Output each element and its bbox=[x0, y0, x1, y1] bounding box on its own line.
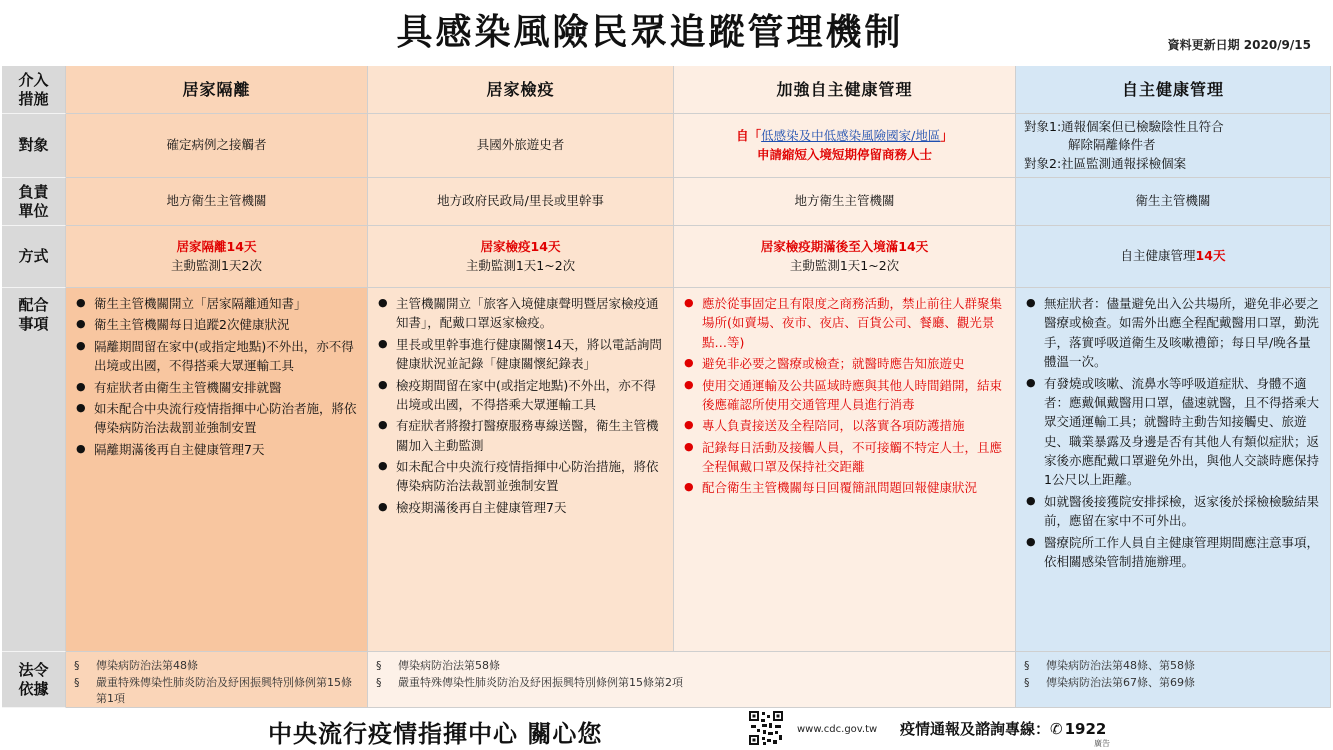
header-self-health-management: 自主健康管理 bbox=[1016, 66, 1331, 114]
update-date: 資料更新日期 2020/9/15 bbox=[1167, 38, 1311, 52]
footer-slogan: 中央流行疫情指揮中心 關心您 bbox=[268, 720, 603, 748]
list-item: ● 衛生主管機關每日追蹤2次健康狀況 bbox=[74, 315, 359, 334]
page-title: 具感染風險民眾追蹤管理機制 bbox=[396, 12, 904, 53]
list-item: ● 如未配合中央流行疫情指揮中心防治者施，將依傳染病防治法裁罰並強制安置 bbox=[74, 399, 359, 438]
list-item: ● 專人負責接送及全程陪同，以落實各項防護措施 bbox=[682, 416, 1007, 435]
list-item: ● 配合衛生主管機關每日回覆簡訊問題回報健康狀況 bbox=[682, 478, 1007, 497]
label-intervention bbox=[2, 66, 66, 114]
list-item: ● 檢疫期間留在家中(或指定地點)不外出，亦不得出境或出國，不得搭乘大眾運輸工具 bbox=[376, 376, 665, 415]
list-item: ● 醫療院所工作人員自主健康管理期間應注意事項，依相關感染管制措施辦理。 bbox=[1024, 533, 1322, 572]
footer-url[interactable]: www.cdc.gov.tw bbox=[797, 724, 878, 735]
law-self-health-list bbox=[1024, 658, 1195, 691]
label-legal-text: 法令 依據 bbox=[18, 660, 49, 698]
label-responsible-text: 負責 單位 bbox=[18, 182, 49, 220]
list-item: ● 應於從事固定且有限度之商務活動，禁止前往人群聚集場所(如賣場、夜市、夜店、百貨公司、餐廳、觀光景點…等) bbox=[682, 294, 1007, 352]
method-home-isolation bbox=[66, 226, 368, 288]
list-item: ● 避免非必要之醫療或檢查；就醫時應告知旅遊史 bbox=[682, 354, 1007, 373]
method-home-quarantine bbox=[368, 226, 674, 288]
target-enhanced-line2: 申請縮短入境短期停留商務人士 bbox=[756, 146, 932, 162]
items-home-quarantine-list bbox=[376, 294, 665, 519]
method-enhanced bbox=[674, 226, 1016, 288]
law-home-isolation-list bbox=[74, 658, 359, 708]
responsible-home-isolation: 地方衛生主管機關 bbox=[66, 178, 368, 226]
method-self-health-highlight: 14天 bbox=[1195, 248, 1226, 264]
law-home-isolation bbox=[66, 652, 368, 708]
law-item: § 傳染病防治法第58條 bbox=[376, 658, 683, 675]
list-item: ● 有發燒或咳嗽、流鼻水等呼吸道症狀、身體不適者：應戴佩戴醫用口罩，儘速就醫，且不得搭乘大眾交通運輸工具；就醫時主動告知接觸史、旅遊史、職業暴露及身邊是否有其他人有類似症狀；返家後亦應配戴口罩避免外出，與他人交談時應保持1公尺以上距離。 bbox=[1024, 374, 1322, 490]
list-item: ● 隔離期滿後再自主健康管理7天 bbox=[74, 440, 359, 459]
list-item: ● 有症狀者將撥打醫療服務專線送醫，衛生主管機關加入主動監測 bbox=[376, 416, 665, 455]
method-self-health bbox=[1016, 226, 1331, 288]
law-item: § 傳染病防治法第48條 bbox=[74, 658, 359, 675]
header-enhanced-self-management: 加強自主健康管理 bbox=[674, 66, 1016, 114]
target-enhanced-suffix: 」 bbox=[940, 128, 953, 144]
label-cooperation-text: 配合 事項 bbox=[18, 296, 49, 333]
footer-ad-tag: 廣告 bbox=[1094, 739, 1110, 748]
list-item: ● 無症狀者：儘量避免出入公共場所，避免非必要之醫療或檢查。如需外出應全程配戴醫用口罩，勤洗手，落實呼吸道衛生及咳嗽禮節；每日早/晚各量體溫一次。 bbox=[1024, 294, 1322, 372]
target-enhanced-line1 bbox=[736, 127, 953, 145]
label-method-text: 方式 bbox=[18, 247, 49, 266]
law-self-health bbox=[1016, 652, 1331, 708]
hotline-label: 疫情通報及諮詢專線： bbox=[900, 720, 1051, 738]
law-home-quarantine-list bbox=[376, 658, 683, 691]
responsible-enhanced: 地方衛生主管機關 bbox=[674, 178, 1016, 226]
items-enhanced bbox=[674, 288, 1016, 652]
list-item: ● 檢疫期滿後再自主健康管理7天 bbox=[376, 498, 665, 517]
responsible-self-health: 衛生主管機關 bbox=[1016, 178, 1331, 226]
header-home-isolation: 居家隔離 bbox=[66, 66, 368, 114]
header-home-quarantine: 居家檢疫 bbox=[368, 66, 674, 114]
law-home-quarantine bbox=[368, 652, 1016, 708]
method-enhanced-highlight: 居家檢疫期滿後至入境滿14天 bbox=[760, 239, 929, 255]
target-home-quarantine: 具國外旅遊史者 bbox=[368, 114, 674, 178]
label-legal bbox=[2, 652, 66, 708]
method-enhanced-sub: 主動監測1天1~2次 bbox=[789, 257, 900, 273]
hotline-number[interactable]: 1922 bbox=[1064, 720, 1107, 738]
law-item: § 嚴重特殊傳染性肺炎防治及紓困振興特別條例第15條第1項 bbox=[74, 675, 359, 708]
label-responsible bbox=[2, 178, 66, 226]
method-home-isolation-sub: 主動監測1天2次 bbox=[171, 257, 262, 273]
label-cooperation bbox=[2, 288, 66, 652]
items-home-isolation bbox=[66, 288, 368, 652]
list-item: ● 隔離期間留在家中(或指定地點)不外出，亦不得出境或出國，不得搭乘大眾運輸工具 bbox=[74, 337, 359, 376]
low-risk-countries-link[interactable]: 低感染及中低感染風險國家/地區 bbox=[761, 128, 941, 144]
target-home-isolation: 確定病例之接觸者 bbox=[66, 114, 368, 178]
method-home-quarantine-highlight: 居家檢疫14天 bbox=[480, 239, 561, 255]
responsible-home-quarantine: 地方政府民政局/里長或里幹事 bbox=[368, 178, 674, 226]
method-home-isolation-highlight: 居家隔離14天 bbox=[176, 239, 257, 255]
law-item: § 傳染病防治法第67條、第69條 bbox=[1024, 675, 1195, 692]
list-item: ● 主管機關開立「旅客入境健康聲明暨居家檢疫通知書」，配戴口罩返家檢疫。 bbox=[376, 294, 665, 333]
method-self-health-prefix: 自主健康管理 bbox=[1120, 248, 1196, 264]
items-enhanced-list bbox=[682, 294, 1007, 500]
list-item: ● 記錄每日活動及接觸人員，不可接觸不特定人士，且應全程佩戴口罩及保持社交距離 bbox=[682, 438, 1007, 477]
items-self-health-list bbox=[1024, 294, 1322, 573]
method-home-quarantine-sub: 主動監測1天1~2次 bbox=[465, 257, 576, 273]
law-item: § 嚴重特殊傳染性肺炎防治及紓困振興特別條例第15條第2項 bbox=[376, 675, 683, 692]
target-enhanced-prefix: 自「 bbox=[736, 128, 762, 144]
list-item: ● 使用交通運輸及公共區域時應與其他人時間錯開，結束後應確認所使用交通管理人員進行消毒 bbox=[682, 376, 1007, 415]
items-home-quarantine bbox=[368, 288, 674, 652]
list-item: ● 里長或里幹事進行健康關懷14天，將以電話詢問健康狀況並記錄「健康關懷紀錄表」 bbox=[376, 335, 665, 374]
footer-hotline bbox=[900, 718, 1106, 739]
label-intervention-text: 介入 措施 bbox=[18, 70, 49, 108]
target-enhanced bbox=[674, 114, 1016, 178]
items-home-isolation-list bbox=[74, 294, 359, 461]
label-target bbox=[2, 114, 66, 178]
list-item: ● 有症狀者由衛生主管機關安排就醫 bbox=[74, 378, 359, 397]
list-item: ● 衛生主管機關開立「居家隔離通知書」 bbox=[74, 294, 359, 313]
footer bbox=[0, 708, 1333, 750]
label-method bbox=[2, 226, 66, 288]
target-self-health-line3: 對象2:社區監測通報採檢個案 bbox=[1024, 155, 1187, 171]
target-self-health-line2: 解除隔離條件者 bbox=[1068, 137, 1156, 153]
law-item: § 傳染病防治法第48條、第58條 bbox=[1024, 658, 1195, 675]
target-self-health-line1: 對象1:通報個案但已檢驗陰性且符合 bbox=[1024, 119, 1224, 135]
list-item: ● 如就醫後接獲院安排採檢，返家後於採檢檢驗結果前，應留在家中不可外出。 bbox=[1024, 492, 1322, 531]
mechanism-table bbox=[2, 66, 1331, 708]
list-item: ● 如未配合中央流行疫情指揮中心防治措施，將依傳染病防治法裁罰並強制安置 bbox=[376, 457, 665, 496]
qr-code-icon[interactable] bbox=[748, 710, 784, 746]
target-self-health bbox=[1016, 114, 1331, 178]
label-target-text: 對象 bbox=[18, 136, 49, 155]
items-self-health bbox=[1016, 288, 1331, 652]
phone-icon: ✆ bbox=[1050, 720, 1063, 738]
